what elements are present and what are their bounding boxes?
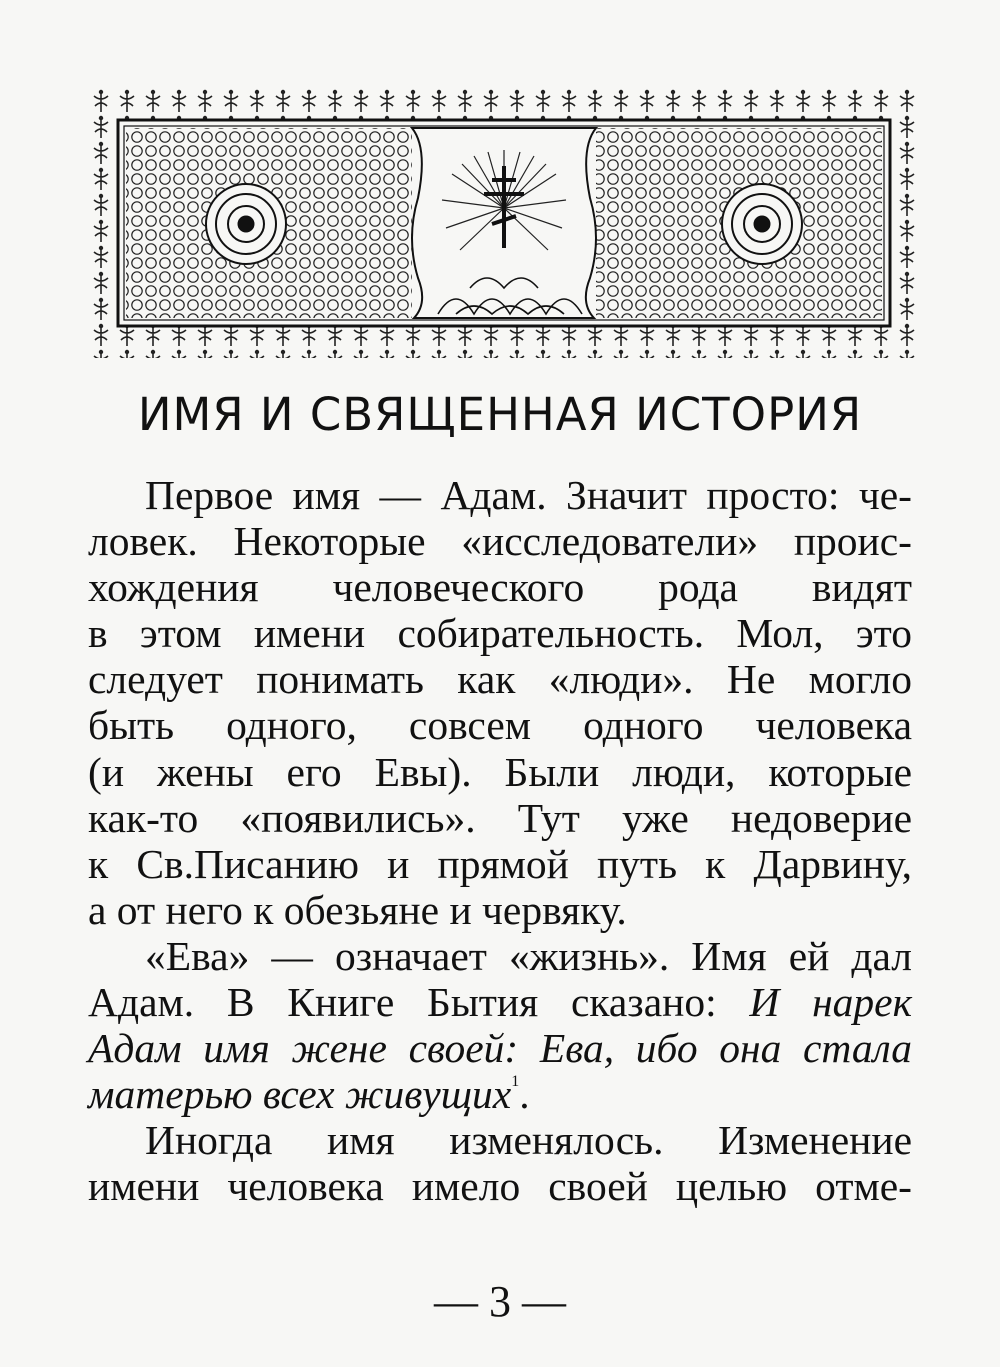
text-line: в этом имени собирательность. Мол, это [88, 610, 912, 657]
text-line: как-то «появились». Тут уже недоверие [88, 794, 912, 841]
text-line: «Ева» — означает «жизнь». Имя ей дал [145, 932, 912, 979]
text-line: а от него к обезьяне и червяку. [88, 886, 627, 933]
page-number: — 3 — [434, 1277, 566, 1326]
text-line: Первое имя — Адам. Значит просто: че- [145, 472, 912, 518]
text-run: Адам. В Книге Бытия сказано: [88, 979, 750, 1026]
text-run: . [519, 1071, 530, 1118]
header-ornament [88, 88, 920, 358]
rosette-left [206, 184, 286, 264]
text-line: быть одного, совсем одного человека [88, 702, 912, 749]
text-line: следует понимать как «люди». Не могло [88, 656, 912, 703]
quote-run: И нарек [749, 979, 912, 1026]
text-line: ловек. Некоторые «исследователи» проис- [88, 518, 912, 565]
rosette-right [722, 184, 802, 264]
text-line: (и жены его Евы). Были люди, которые [88, 748, 912, 795]
text-line: хождения человеческого рода видят [88, 564, 912, 611]
text-line [88, 979, 912, 1025]
footnote-mark: 1 [511, 1073, 520, 1091]
text-line: Иногда имя изменялось. Изменение [145, 1117, 912, 1164]
text-line: к Св.Писанию и прямой путь к Дарвину, [88, 840, 912, 887]
chapter-title: ИМЯ И СВЯЩЕННАЯ ИСТОРИЯ [137, 388, 863, 441]
quote-run: матерью всех живущих [88, 1071, 512, 1118]
text-line: имени человека имело своей целью отме- [88, 1163, 912, 1210]
quote-line [88, 1071, 912, 1117]
quote-line: Адам имя жене своей: Ева, ибо она стала [88, 1025, 912, 1072]
body-text [88, 472, 912, 1210]
